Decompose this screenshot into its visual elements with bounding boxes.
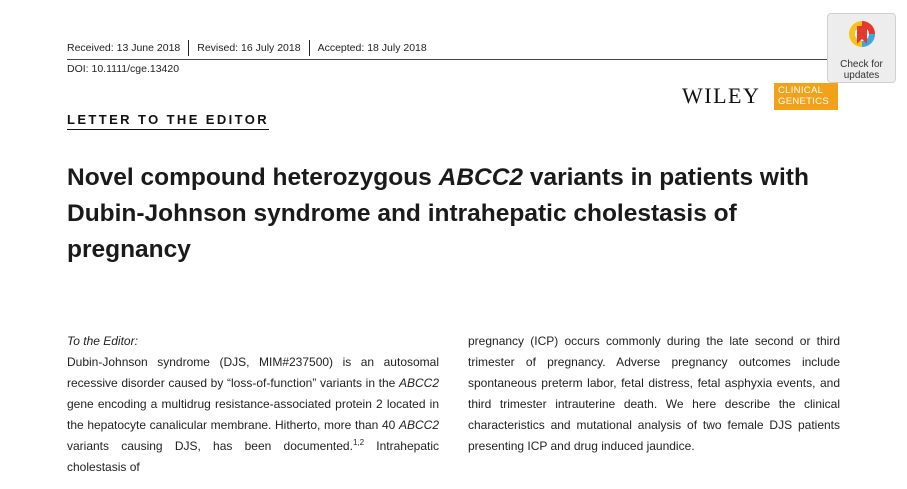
check-for-updates-line1: Check for xyxy=(840,59,883,70)
title-part1: Novel compound heterozygous xyxy=(67,164,439,191)
reference-link[interactable]: 1,2 xyxy=(352,438,365,447)
header-rule xyxy=(67,59,844,60)
body-paragraph-right: pregnancy (ICP) occurs commonly during the late second or third trimester of pregnancy. Adverse pregnancy outcomes include spontaneous preterm labor, fetal distress, fetal asphyxia events, and third trimester intrauterine death. We here describe the clinical characteristics and mutational analysis of two female DJS patients presenting ICP and drug induced jaundice. xyxy=(468,334,840,453)
publisher-logo: WILEY xyxy=(682,83,761,108)
body-column-right xyxy=(468,331,840,457)
gene-name: ABCC2 xyxy=(398,418,439,432)
revised-date: Revised: 16 July 2018 xyxy=(189,40,309,56)
article-dates xyxy=(67,40,435,56)
greeting: To the Editor: xyxy=(67,334,138,348)
section-label: LETTER TO THE EDITOR xyxy=(67,112,269,130)
received-date: Received: 13 June 2018 xyxy=(67,40,189,56)
body-paragraph-left xyxy=(67,352,439,478)
gene-name: ABCC2 xyxy=(398,376,439,390)
body-text: gene encoding a multidrug resistance-associated protein 2 located in the hepatocyte canalicular membrane. Hitherto, more than 40 xyxy=(67,397,439,432)
body-text: variants causing DJS, has been documented. xyxy=(67,439,353,453)
check-for-updates-badge[interactable] xyxy=(827,13,896,83)
body-column-left xyxy=(67,331,439,478)
article-title xyxy=(67,160,827,268)
journal-logo-line1: CLINICAL xyxy=(778,85,824,96)
accepted-date: Accepted: 18 July 2018 xyxy=(317,42,427,54)
journal-logo-line2: GENETICS xyxy=(778,96,829,107)
body-text: Intrahepatic cholestasis of xyxy=(67,439,439,474)
journal-logo xyxy=(771,83,838,110)
body-text: Dubin-Johnson syndrome (DJS, MIM#237500) is an autosomal recessive disorder caused by “loss-of-function” variants in the xyxy=(67,355,439,390)
doi[interactable]: DOI: 10.1111/cge.13420 xyxy=(67,63,180,75)
title-gene: ABCC2 xyxy=(438,164,524,191)
crossmark-icon xyxy=(847,19,877,53)
check-for-updates-line2: updates xyxy=(843,70,880,81)
title-part2: variants in patients with Dubin-Johnson syndrome and intrahepatic cholestasis of pregnancy xyxy=(67,164,809,263)
